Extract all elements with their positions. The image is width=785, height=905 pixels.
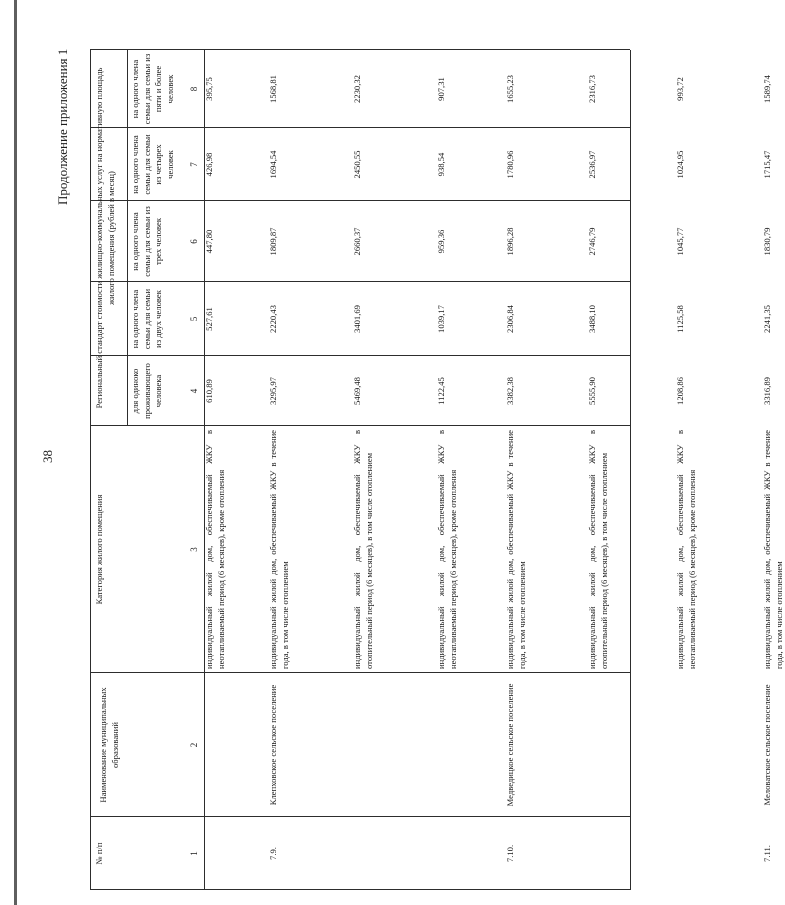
cost-value: 3488,10 bbox=[587, 305, 597, 333]
cost-value: 2450,55 bbox=[352, 150, 362, 179]
table-rule bbox=[90, 50, 91, 890]
housing-category: индивидуальный жилой дом, обеспечиваемый ЖКУ в неотапливаемый период (6 месяцев), кроме отопления bbox=[436, 430, 458, 669]
cost-value: 1780,96 bbox=[505, 150, 515, 179]
header-col8: на одного члена семьи для семьи из пяти и более человек bbox=[130, 53, 175, 125]
cost-value: 3401,69 bbox=[352, 305, 362, 333]
table-rule bbox=[90, 49, 630, 50]
housing-category: индивидуальный жилой дом, обеспечиваемый ЖКУ в течение года, в том числе отоплением bbox=[762, 430, 784, 669]
table-rule bbox=[183, 889, 184, 890]
header-col6: на одного члена семьи для семьи из трех человек bbox=[130, 206, 163, 277]
header-number: № п/п bbox=[94, 842, 104, 865]
cost-value: 1568,81 bbox=[268, 75, 278, 103]
table-rule bbox=[90, 355, 630, 356]
cost-value: 395,75 bbox=[204, 77, 214, 101]
column-index: 4 bbox=[189, 388, 199, 394]
cost-value: 907,31 bbox=[436, 77, 446, 101]
cost-value: 1125,58 bbox=[675, 305, 685, 333]
appendix-label: Продолжение приложения 1 bbox=[55, 48, 70, 205]
header-col4: для одиноко проживающего человека bbox=[130, 363, 163, 419]
column-index: 8 bbox=[189, 86, 199, 92]
cost-value: 959,36 bbox=[436, 229, 446, 254]
cost-value: 2536,97 bbox=[587, 150, 597, 179]
column-index: 1 bbox=[189, 851, 199, 856]
cost-value: 2306,84 bbox=[505, 305, 515, 333]
cost-value: 1039,17 bbox=[436, 305, 446, 333]
cost-value: 2660,37 bbox=[352, 227, 362, 256]
cost-value: 447,80 bbox=[204, 229, 214, 254]
cost-value: 1655,23 bbox=[505, 75, 515, 103]
municipality-name: Меловатское сельское поселение bbox=[762, 684, 772, 806]
column-index: 7 bbox=[189, 162, 199, 167]
cost-value: 426,98 bbox=[204, 152, 214, 177]
header-municipality: Наименование муниципальных образований bbox=[98, 687, 120, 803]
cost-value: 1715,47 bbox=[762, 150, 772, 179]
cost-value: 5555,90 bbox=[587, 377, 597, 405]
cost-value: 3316,89 bbox=[762, 377, 772, 405]
cost-value: 1045,77 bbox=[675, 227, 685, 256]
column-index: 6 bbox=[189, 239, 199, 244]
cost-value: 5469,48 bbox=[352, 377, 362, 405]
cost-value: 1122,45 bbox=[436, 377, 446, 405]
housing-category: индивидуальный жилой дом, обеспечиваемый ЖКУ в отопительный период (6 месяцев), в том числе отоплением bbox=[587, 430, 609, 669]
header-standard: Региональный стандарт стоимости жилищно-коммунальных услуг на нормативную площадь жилого помещения (рублей в месяц) bbox=[94, 67, 116, 409]
cost-value: 1589,74 bbox=[762, 75, 772, 103]
cost-value: 993,72 bbox=[675, 77, 685, 101]
cost-value: 1809,87 bbox=[268, 227, 278, 256]
cost-value: 3295,97 bbox=[268, 377, 278, 405]
cost-value: 2220,43 bbox=[268, 305, 278, 333]
header-col7: на одного члена семьи для семьи из четырех человек bbox=[130, 134, 175, 195]
table-rule bbox=[90, 672, 630, 673]
housing-category: индивидуальный жилой дом, обеспечиваемый ЖКУ в отопительный период (6 месяцев), в том числе отоплением bbox=[352, 430, 374, 669]
page-number: 38 bbox=[40, 450, 55, 463]
housing-category: индивидуальный жилой дом, обеспечиваемый ЖКУ в неотапливаемый период (6 месяцев), кроме отопления bbox=[675, 430, 697, 669]
cost-value: 3382,38 bbox=[505, 377, 515, 405]
cost-value: 1896,28 bbox=[505, 227, 515, 256]
row-number: 7.9. bbox=[268, 847, 278, 860]
header-category: Категория жилого помещения bbox=[94, 494, 104, 605]
housing-category: индивидуальный жилой дом, обеспечиваемый ЖКУ в течение года, в том числе отоплением bbox=[505, 430, 527, 669]
table-rule bbox=[90, 127, 630, 128]
column-index: 2 bbox=[189, 742, 199, 748]
table-rule bbox=[90, 200, 630, 201]
row-number: 7.10. bbox=[505, 844, 515, 863]
cost-value: 1830,79 bbox=[762, 227, 772, 256]
municipality-name: Медведицкое сельское поселение bbox=[505, 683, 515, 807]
cost-value: 1694,54 bbox=[268, 150, 278, 179]
cost-value: 1024,95 bbox=[675, 150, 685, 179]
table-rule bbox=[630, 50, 631, 890]
cost-value: 938,54 bbox=[436, 152, 446, 177]
table-rule bbox=[90, 281, 630, 282]
table-rule bbox=[127, 50, 128, 426]
cost-value: 527,61 bbox=[204, 307, 214, 331]
housing-category: индивидуальный жилой дом, обеспечиваемый ЖКУ в неотапливаемый период (6 месяцев), кроме отопления bbox=[204, 430, 226, 669]
cost-value: 610,89 bbox=[204, 379, 214, 403]
column-index: 5 bbox=[189, 316, 199, 322]
municipality-name: Клепховское сельское поселение bbox=[268, 684, 278, 806]
table-rule bbox=[90, 425, 630, 426]
table-rule bbox=[90, 889, 630, 890]
cost-value: 2746,79 bbox=[587, 227, 597, 256]
cost-value: 2241,35 bbox=[762, 305, 772, 333]
column-index: 3 bbox=[189, 547, 199, 552]
table-rule bbox=[90, 816, 630, 817]
cost-value: 2230,32 bbox=[352, 75, 362, 103]
header-col5: на одного члена семьи для семьи из двух человек bbox=[130, 288, 163, 350]
cost-value: 2316,73 bbox=[587, 75, 597, 103]
housing-category: индивидуальный жилой дом, обеспечиваемый ЖКУ в течение года, в том числе отоплением bbox=[268, 430, 290, 669]
cost-value: 1208,86 bbox=[675, 377, 685, 405]
row-number: 7.11. bbox=[762, 845, 772, 862]
